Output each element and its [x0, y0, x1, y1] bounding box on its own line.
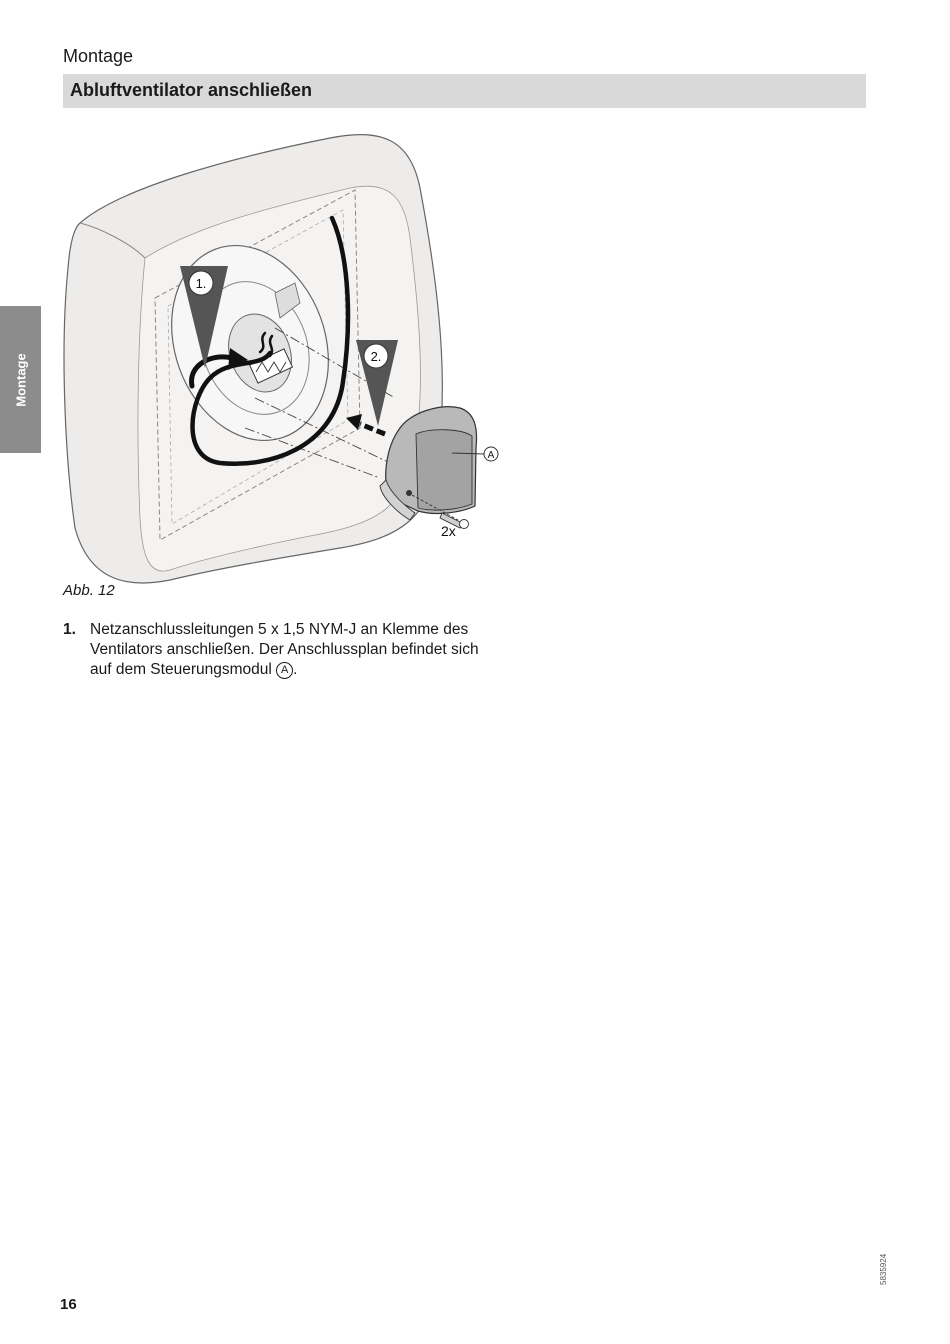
part-a-reference: A: [276, 662, 293, 679]
section-label: Montage: [63, 46, 134, 66]
step-body: [90, 620, 483, 680]
page-number: 16: [60, 1296, 77, 1313]
installation-illustration: [60, 128, 530, 588]
screw-count-label: 2x: [441, 523, 456, 539]
figure-caption: Abb. 12: [63, 582, 115, 599]
document-code: 5835924: [879, 1253, 888, 1285]
step-1: [63, 620, 483, 680]
control-module-face: [416, 430, 472, 510]
side-tab-label: Montage: [13, 352, 28, 407]
step-number: 1.: [63, 621, 76, 638]
part-a-label: A: [487, 450, 495, 461]
title-bar: [63, 74, 866, 108]
step-2-label: 2.: [370, 349, 382, 364]
step-1-label: 1.: [195, 276, 207, 291]
step-text: Netzanschlussleitungen 5 x 1,5 NYM-J an Klemme des Ventilators anschließen. Der Anschlussplan befindet sich auf dem Steuerungsmodul: [90, 621, 479, 678]
screw-hole: [406, 490, 412, 496]
page-title: Abluftventilator anschließen: [70, 80, 313, 100]
step-end: .: [293, 661, 298, 678]
side-tab: [0, 306, 41, 453]
